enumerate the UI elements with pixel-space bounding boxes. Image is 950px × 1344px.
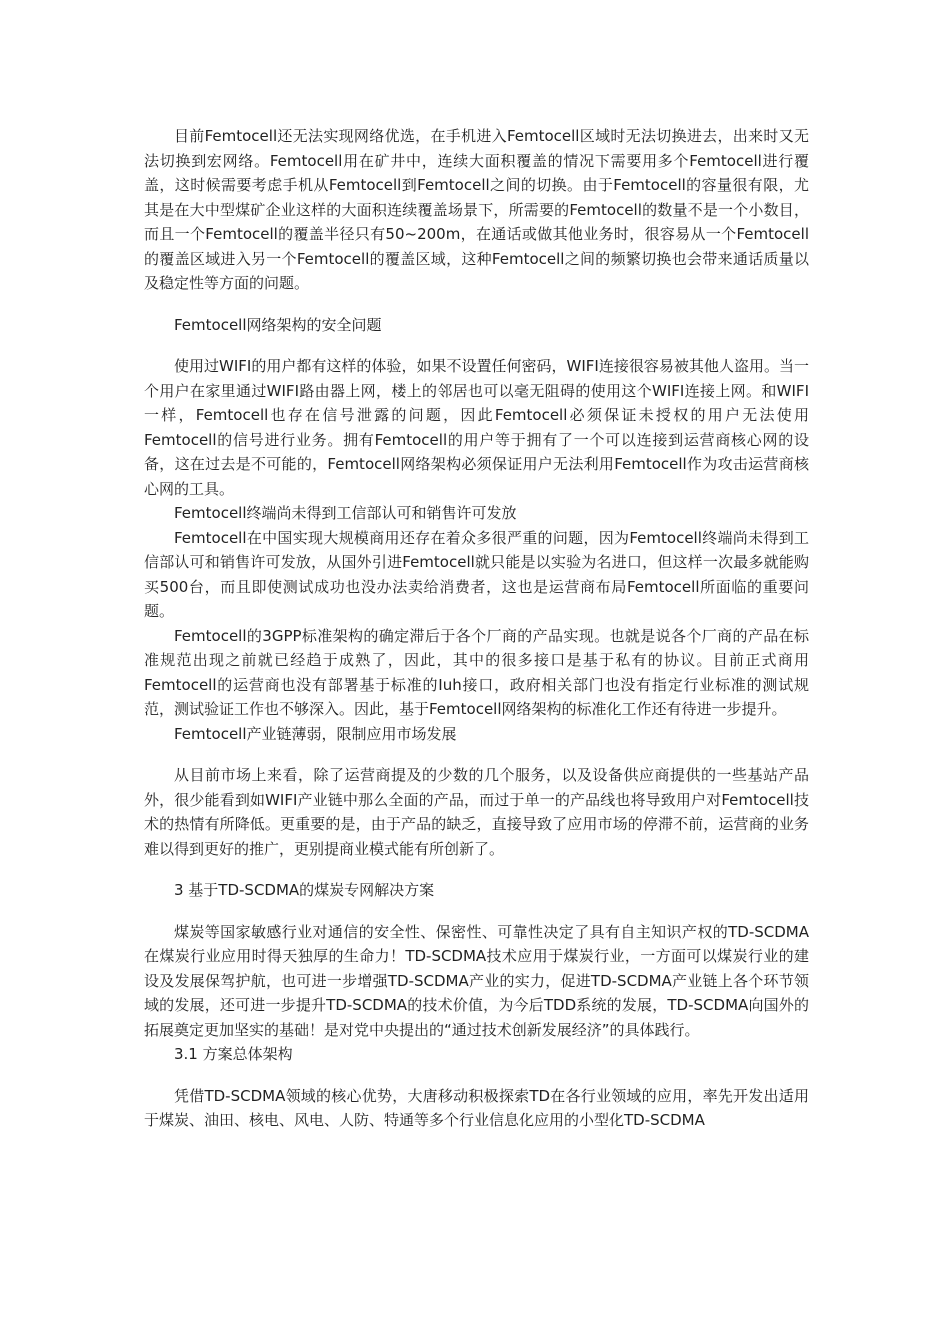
paragraph-3gpp-standard: Femtocell的3GPP标准架构的确定滞后于各个厂商的产品实现。也就是说各个厂商的产品在标准规范出现之前就已经趋于成熟了，因此，其中的很多接口是基于私有的协议。目前正式商用Femtocell的运营商也没有部署基于标准的Iuh接口，政府相关部门也没有指定行业标准的测试规范，测试验证工作也不够深入。因此，基于Femtocell网络架构的标准化工作还有待进一步提升。 xyxy=(144,626,809,718)
paragraph-architecture: 凭借TD-SCDMA领域的核心优势，大唐移动积极探索TD在各行业领域的应用，率先开发出适用于煤炭、油田、核电、风电、人防、特通等多个行业信息化应用的小型化TD-SCDMA xyxy=(144,1086,809,1129)
paragraph-license-approval: Femtocell在中国实现大规模商用还存在着众多很严重的问题，因为Femtocell终端尚未得到工信部认可和销售许可发放，从国外引进Femtocell就只能是以实验为名进口，但这样一次最多就能购买500台，而且即使测试成功也没办法卖给消费者，这也是运营商布局Femtocell所面临的重要问题。 xyxy=(144,528,809,620)
heading-network-security: Femtocell网络架构的安全问题 xyxy=(174,315,382,334)
paragraph-industry-chain: 从目前市场上来看，除了运营商提及的少数的几个服务，以及设备供应商提供的一些基站产品外，很少能看到如WIFI产业链中那么全面的产品，而过于单一的产品线也将导致用户对Femtocell技术的热情有所降低。更重要的是，由于产品的缺乏，直接导致了应用市场的停滞不前，运营商的业务难以得到更好的推广，更别提商业模式能有所创新了。 xyxy=(144,766,809,858)
paragraph-wifi-security: 使用过WIFI的用户都有这样的体验，如果不设置任何密码，WIFI连接很容易被其他人盗用。当一个用户在家里通过WIFI路由器上网，楼上的邻居也可以毫无阻碍的使用这个WIFI连接上网。和WIFI一样，Femtocell也存在信号泄露的问题，因此Femtocell必须保证未授权的用户无法使用Femtocell的信号进行业务。拥有Femtocell的用户等于拥有了一个可以连接到运营商核心网的设备，这在过去是不可能的，Femtocell网络架构必须保证用户无法利用Femtocell作为攻击运营商核心网的工具。 xyxy=(144,357,809,498)
heading-license-approval: Femtocell终端尚未得到工信部认可和销售许可发放 xyxy=(174,504,517,522)
paragraph-td-scdma-value: 煤炭等国家敏感行业对通信的安全性、保密性、可靠性决定了具有自主知识产权的TD-SCDMA在煤炭行业应用时得天独厚的生命力！TD-SCDMA技术应用于煤炭行业，一方面可以煤炭行业的建设及发展保驾护航，也可进一步增强TD-SCDMA产业的实力，促进TD-SCDMA产业链上各个环节领域的发展，还可进一步提升TD-SCDMA的技术价值，为今后TDD系统的发展，TD-SCDMA向国外的拓展奠定更加坚实的基础！是对党中央提出的“通过技术创新发展经济”的具体践行。 xyxy=(144,922,809,1039)
document-page xyxy=(144,124,809,1133)
heading-section-3: 3 基于TD-SCDMA的煤炭专网解决方案 xyxy=(174,881,435,899)
heading-industry-chain: Femtocell产业链薄弱，限制应用市场发展 xyxy=(174,724,457,743)
heading-section-3-1: 3.1 方案总体架构 xyxy=(174,1045,293,1063)
paragraph-femtocell-handover: 目前Femtocell还无法实现网络优选，在手机进入Femtocell区域时无法切换进去，出来时又无法切换到宏网络。Femtocell用在矿井中，连续大面积覆盖的情况下需要用多个Femtocell进行覆盖，这时候需要考虑手机从Femtocell到Femtocell之间的切换。由于Femtocell的容量很有限，尤其是在大中型煤矿企业这样的大面积连续覆盖场景下，所需要的Femtocell的数量不是一个小数目，而且一个Femtocell的覆盖半径只有50~200m，在通话或做其他业务时，很容易从一个Femtocell的覆盖区域进入另一个Femtocell的覆盖区域，这种Femtocell之间的频繁切换也会带来通话质量以及稳定性等方面的问题。 xyxy=(144,127,809,292)
